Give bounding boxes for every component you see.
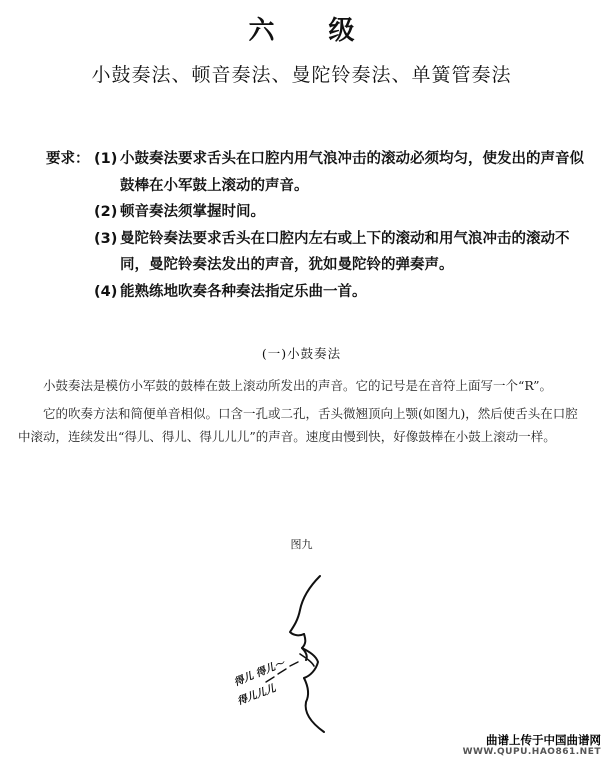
page-subtitle: 小鼓奏法、顿音奏法、曼陀铃奏法、单簧管奏法 <box>91 64 512 86</box>
requirement-item <box>94 279 596 306</box>
requirements-list <box>94 146 596 305</box>
watermark-url: WWW.QUPU.HAO861.NET <box>462 747 601 757</box>
requirements-block <box>46 146 596 305</box>
site-watermark <box>463 733 601 758</box>
figure-label: 得儿 得儿～ <box>232 658 287 689</box>
section-body <box>18 374 590 453</box>
requirement-text: 小鼓奏法要求舌头在口腔内用气浪冲击的滚动必须均匀，使发出的声音似鼓棒在小军鼓上滚动的声音。 <box>120 151 584 194</box>
requirements-label: 要求： <box>46 151 90 167</box>
requirement-item <box>94 226 596 279</box>
requirement-item <box>94 199 596 226</box>
body-paragraph: 小鼓奏法是模仿小军鼓的鼓棒在鼓上滚动所发出的声音。它的记号是在音符上面写一个“R”。 <box>43 378 553 393</box>
requirement-item <box>94 146 596 199</box>
page-title: 六级 <box>248 16 409 46</box>
figure-caption: 图九 <box>290 538 313 551</box>
mouth-profile-illustration <box>220 566 350 736</box>
requirement-text: 曼陀铃奏法要求舌头在口腔内左右或上下的滚动和用气浪冲击的滚动不同，曼陀铃奏法发出的声音，犹如曼陀铃的弹奏声。 <box>120 230 570 273</box>
requirement-number: (3) <box>94 230 118 247</box>
section-heading: (一)小鼓奏法 <box>261 346 342 361</box>
requirement-number: (2) <box>94 204 118 220</box>
body-paragraph: 它的吹奏方法和简便单音相似。口含一孔或二孔，舌头微翘顶向上颚(如图九)，然后使舌头在口腔中滚动，连续发出“得儿、得儿、得儿儿儿”的声音。速度由慢到快，好像鼓棒在小鼓上滚动一样。 <box>18 406 578 444</box>
requirement-text: 能熟练地吹奏各种奏法指定乐曲一首。 <box>120 283 367 300</box>
figure-label: 得儿儿儿 <box>236 683 278 708</box>
requirement-number: (1) <box>94 151 118 167</box>
requirement-text: 顿音奏法须掌握时间。 <box>120 204 265 220</box>
watermark-text: 曲谱上传于中国曲谱网 <box>486 733 601 747</box>
requirement-number: (4) <box>94 283 118 300</box>
